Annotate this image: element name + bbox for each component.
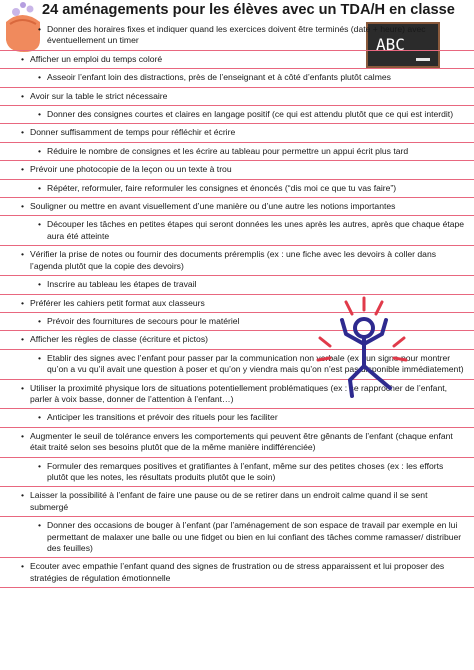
bullet-icon: • xyxy=(21,53,25,64)
bullet-icon: • xyxy=(21,561,25,572)
list-item-text: Souligner ou mettre en avant visuellement d’une manière ou d’une autre les notions importantes xyxy=(30,201,396,212)
list-item xyxy=(0,558,474,588)
list-item-text: Ecouter avec empathie l’enfant quand des signes de frustration ou de stress apparaissent et lui proposer des stratégies de régulation émotionnelle xyxy=(30,561,445,583)
bullet-icon: • xyxy=(38,412,42,423)
list-item-text: Donner des occasions de bouger à l’enfant (par l’aménagement de son espace de travail par exemple en lui permettant de malaxer une balle ou une fidget ou bien en lui confiant des tâches comme ramasser/ distribuer des feuilles) xyxy=(47,520,462,553)
bullet-icon: • xyxy=(38,520,42,531)
bullet-icon: • xyxy=(38,460,42,471)
bullet-icon: • xyxy=(38,145,42,156)
list-item xyxy=(0,198,474,216)
list-item-text: Prévoir une photocopie de la leçon ou un texte à trou xyxy=(30,164,232,175)
list-item xyxy=(0,180,474,198)
list-item xyxy=(0,51,474,69)
list-item-text: Donner des consignes courtes et claires en langage positif (ce qui est attendu plutôt que ce qui est interdit) xyxy=(47,109,454,120)
list-item-text: Réduire le nombre de consignes et les écrire au tableau pour permettre un appui écrit plus tard xyxy=(47,145,409,156)
bullet-icon: • xyxy=(38,72,42,83)
list-item xyxy=(0,409,474,427)
list-item xyxy=(0,124,474,142)
list-item xyxy=(0,69,474,87)
page-title: 24 aménagements pour les élèves avec un TDA/H en classe xyxy=(42,2,455,18)
bullet-icon: • xyxy=(21,249,25,260)
list-item-text: Etablir des signes avec l’enfant pour passer par la communication non verbale (ex : un signe pour montrer qu’on a vu qu’il avait une question à poser et qu’on y viendra mais qu’on n’est pas disponible immédiatement) xyxy=(47,352,464,375)
excited-figure-illustration xyxy=(312,296,412,406)
chalkboard-text: ABC xyxy=(376,35,405,54)
list-item xyxy=(0,458,474,488)
bullet-icon: • xyxy=(21,297,25,308)
bullet-icon: • xyxy=(21,334,25,345)
bullet-icon: • xyxy=(21,382,25,393)
bullet-icon: • xyxy=(21,490,25,501)
list-item-text: Prévoir des fournitures de secours pour le matériel xyxy=(47,315,240,326)
list-item-text: Préférer les cahiers petit format aux classeurs xyxy=(30,297,205,308)
list-item-text: Augmenter le seuil de tolérance envers les comportements qui peuvent être gênants de l’enfant (chaque enfant était traité selon ses besoins plutôt que de la même manière indifférenciée) xyxy=(30,430,453,453)
list-item-text: Asseoir l’enfant loin des distractions, près de l’enseignant et à côté d’enfants plutôt calmes xyxy=(47,72,391,83)
bullet-icon: • xyxy=(21,90,25,101)
bullet-icon: • xyxy=(21,201,25,212)
list-item xyxy=(0,487,474,517)
list-item-text: Formuler des remarques positives et gratifiantes à l’enfant, même sur des petites choses (ex : les efforts plutôt que les notes, les résultats produits plutôt que le soin) xyxy=(47,460,444,482)
bullet-icon: • xyxy=(21,164,25,175)
list-item xyxy=(0,216,474,246)
bullet-icon: • xyxy=(38,352,42,363)
list-item-text: Vérifier la prise de notes ou fournir des documents préremplis (ex : une fiche avec les devoirs à coller dans l’agenda plutôt que la copie des devoirs) xyxy=(30,249,437,271)
list-item xyxy=(0,428,474,458)
list-item-text: Donner des horaires fixes et indiquer quand les exercices doivent être terminés (date + heure) avec éventuellement un timer xyxy=(47,24,426,46)
list-item xyxy=(0,143,474,161)
bullet-icon: • xyxy=(38,315,42,326)
list-item-text: Avoir sur la table le strict nécessaire xyxy=(30,90,168,101)
list-item-text: Utiliser la proximité physique lors de situations potentiellement problématiques (ex : se rapprocher de l’enfant, parler à voix basse, donner de l’attention à l’enfant…) xyxy=(30,382,448,404)
list-item-text: Inscrire au tableau les étapes de travail xyxy=(47,279,197,290)
list-item xyxy=(0,246,474,276)
bullet-icon: • xyxy=(21,127,25,138)
bullet-icon: • xyxy=(21,430,25,441)
bullet-icon: • xyxy=(38,24,42,34)
list-item-text: Découper les tâches en petites étapes qui seront données les unes après les autres, après que chaque étape aura été atteinte xyxy=(47,219,465,241)
list-item xyxy=(0,106,474,124)
list-item xyxy=(0,517,474,558)
list-item-text: Laisser la possibilité à l’enfant de faire une pause ou de se retirer dans un endroit calme quand il se sent submergé xyxy=(30,490,428,512)
list-item-text: Afficher un emploi du temps coloré xyxy=(30,53,163,64)
bullet-icon: • xyxy=(38,182,42,193)
bullet-icon: • xyxy=(38,219,42,230)
list-item-text: Répéter, reformuler, faire reformuler les consignes et énoncés (“dis moi ce que tu vas faire”) xyxy=(47,182,397,193)
bullet-icon: • xyxy=(38,279,42,290)
list-item xyxy=(0,276,474,294)
bullet-icon: • xyxy=(38,109,42,120)
list-item-text: Anticiper les transitions et prévoir des rituels pour les faciliter xyxy=(47,412,278,423)
list-item xyxy=(0,88,474,106)
list-item xyxy=(0,161,474,179)
list-item xyxy=(0,21,474,51)
list-item-text: Donner suffisamment de temps pour réfléchir et écrire xyxy=(30,127,236,138)
list-item-text: Afficher les règles de classe (écriture et pictos) xyxy=(30,334,208,345)
